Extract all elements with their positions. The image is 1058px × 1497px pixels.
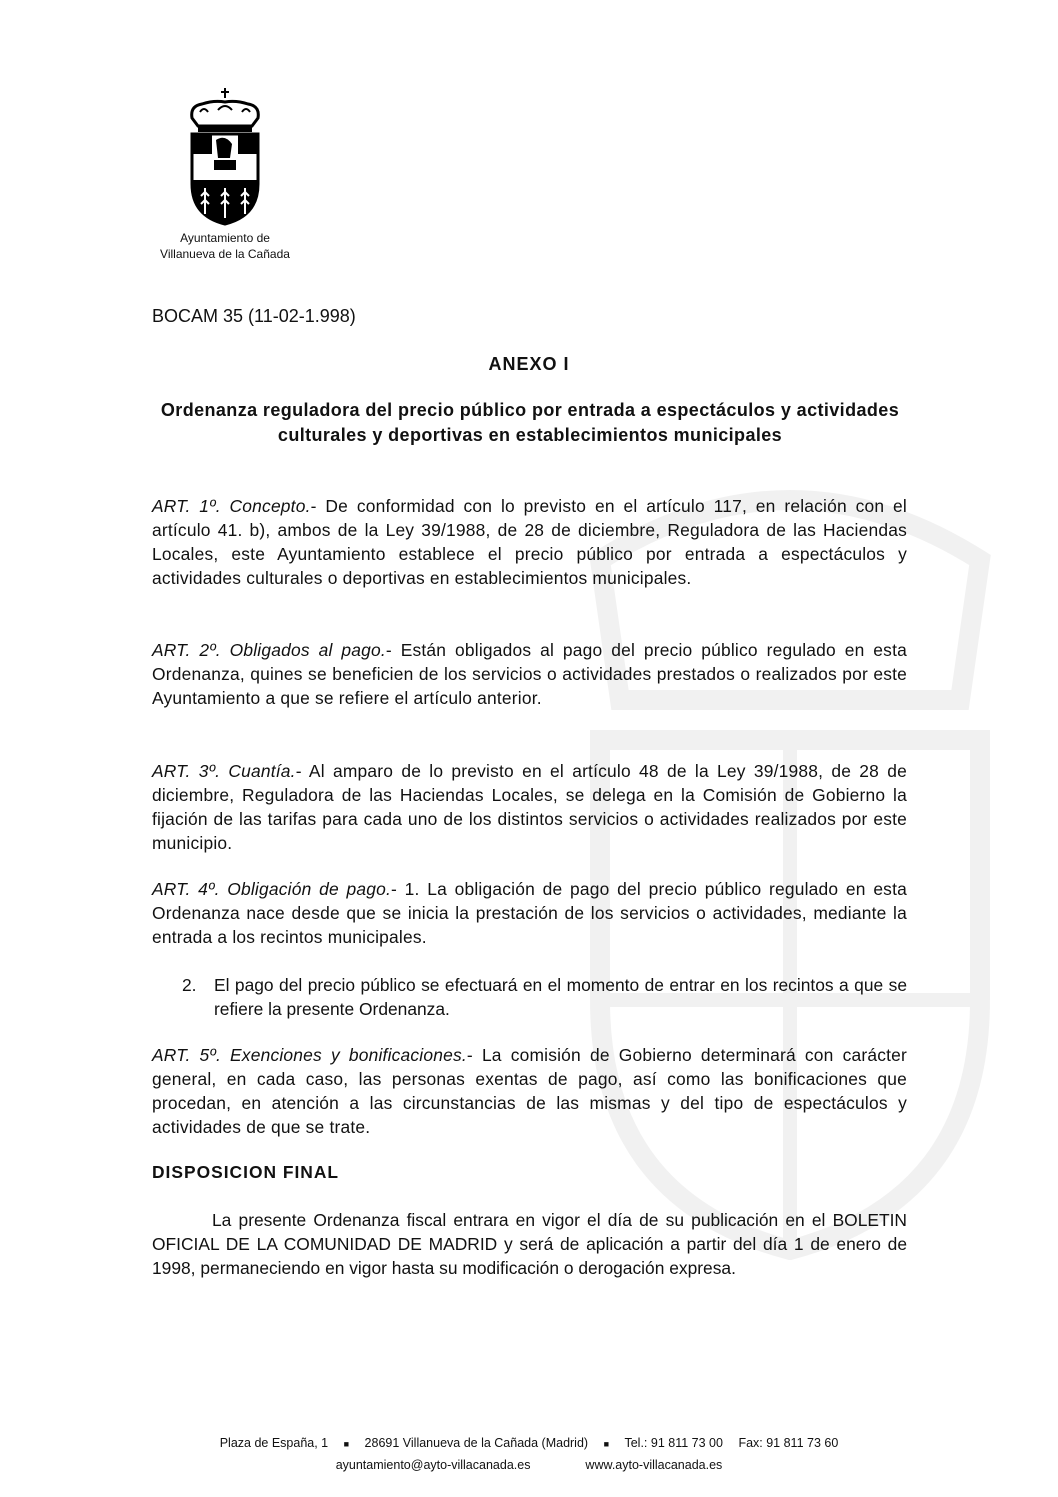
article-3-text: - Al amparo de lo previsto en el artículo 48 de la Ley 39/1988, de 28 de diciembre, Reguladora de las Haciendas Locales, se delega en la Comisión de Gobierno la fijación de las tarifas para cada uno de los distintos servicios o actividades realizados por este municipio.	[152, 761, 907, 853]
article-1	[152, 494, 907, 590]
footer-email-link[interactable]: ayuntamiento@ayto-villacanada.es	[335, 1458, 531, 1472]
item-number: 2.	[182, 975, 197, 995]
footer-web-line	[0, 1458, 1058, 1472]
footer-phone: Tel.: 91 811 73 00	[624, 1436, 723, 1450]
article-1-text: - De conformidad con lo previsto en el artículo 117, en relación con el artículo 41. b), ambos de la Ley 39/1988, de 28 de diciembre, Reguladora de las Haciendas Locales, este Ayuntamiento establece el precio público por entrada a espectáculos y actividades culturales o deportivas en establecimientos municipales.	[152, 496, 907, 588]
article-2-heading: ART. 2º. Obligados al pago.	[152, 640, 386, 660]
footer-separator-icon: ■	[603, 1438, 609, 1449]
article-3-heading: ART. 3º. Cuantía.	[152, 761, 296, 781]
final-provision-heading: DISPOSICION FINAL	[152, 1162, 340, 1182]
article-3	[152, 759, 907, 855]
footer-fax: Fax: 91 811 73 60	[738, 1436, 839, 1450]
article-4-heading: ART. 4º. Obligación de pago.	[152, 879, 392, 899]
article-4	[152, 877, 907, 949]
footer-city: 28691 Villanueva de la Cañada (Madrid)	[364, 1436, 589, 1450]
organization-line-1: Ayuntamiento de	[180, 231, 270, 245]
article-5	[152, 1043, 907, 1139]
ordinance-title: Ordenanza reguladora del precio público por entrada a espectáculos y actividades culturales y deportivas en establecimientos municipales	[160, 400, 900, 445]
article-1-heading: ART. 1º. Concepto.	[152, 496, 311, 516]
footer-separator-icon: ■	[343, 1438, 350, 1449]
item-text: El pago del precio público se efectuará en el momento de entrar en los recintos a que se refiere la presente Ordenanza.	[214, 975, 907, 1019]
article-5-heading: ART. 5º. Exenciones y bonificaciones.	[152, 1045, 467, 1065]
bocam-reference: BOCAM 35 (11-02-1.998)	[152, 306, 356, 326]
final-provision-text: La presente Ordenanza fiscal entrara en vigor el día de su publicación en el BOLETIN OFICIAL DE LA COMUNIDAD DE MADRID y será de aplicación a partir del día 1 de enero de 1998, permaneciendo en vigor hasta su modificación o derogación expresa.	[152, 1210, 907, 1278]
article-4-text: - 1. La obligación de pago del precio público regulado en esta Ordenanza nace desde que se inicia la prestación de los servicios o actividades, mediante la entrada a los recintos municipales.	[152, 879, 907, 947]
organization-name	[140, 230, 310, 262]
article-2	[152, 638, 907, 710]
annex-heading: ANEXO I	[488, 354, 570, 374]
organization-line-2: Villanueva de la Cañada	[160, 247, 290, 261]
footer-contact-line	[0, 1436, 1058, 1450]
coat-of-arms-icon	[180, 88, 270, 228]
article-4-item-2	[182, 973, 907, 1021]
footer-address: Plaza de España, 1	[219, 1436, 329, 1450]
article-5-text: - La comisión de Gobierno determinará con carácter general, en cada caso, las personas exentas de pago, así como las bonificaciones que procedan, en atención a las circunstancias de las mismas y del tipo de espectáculos y actividades de que se trate.	[152, 1045, 907, 1137]
footer-web-link[interactable]: www.ayto-villacanada.es	[585, 1458, 723, 1472]
article-2-text: - Están obligados al pago del precio público regulado en esta Ordenanza, quines se beneficien de los servicios o actividades prestados o realizados por este Ayuntamiento a que se refiere el artículo anterior.	[152, 640, 907, 708]
